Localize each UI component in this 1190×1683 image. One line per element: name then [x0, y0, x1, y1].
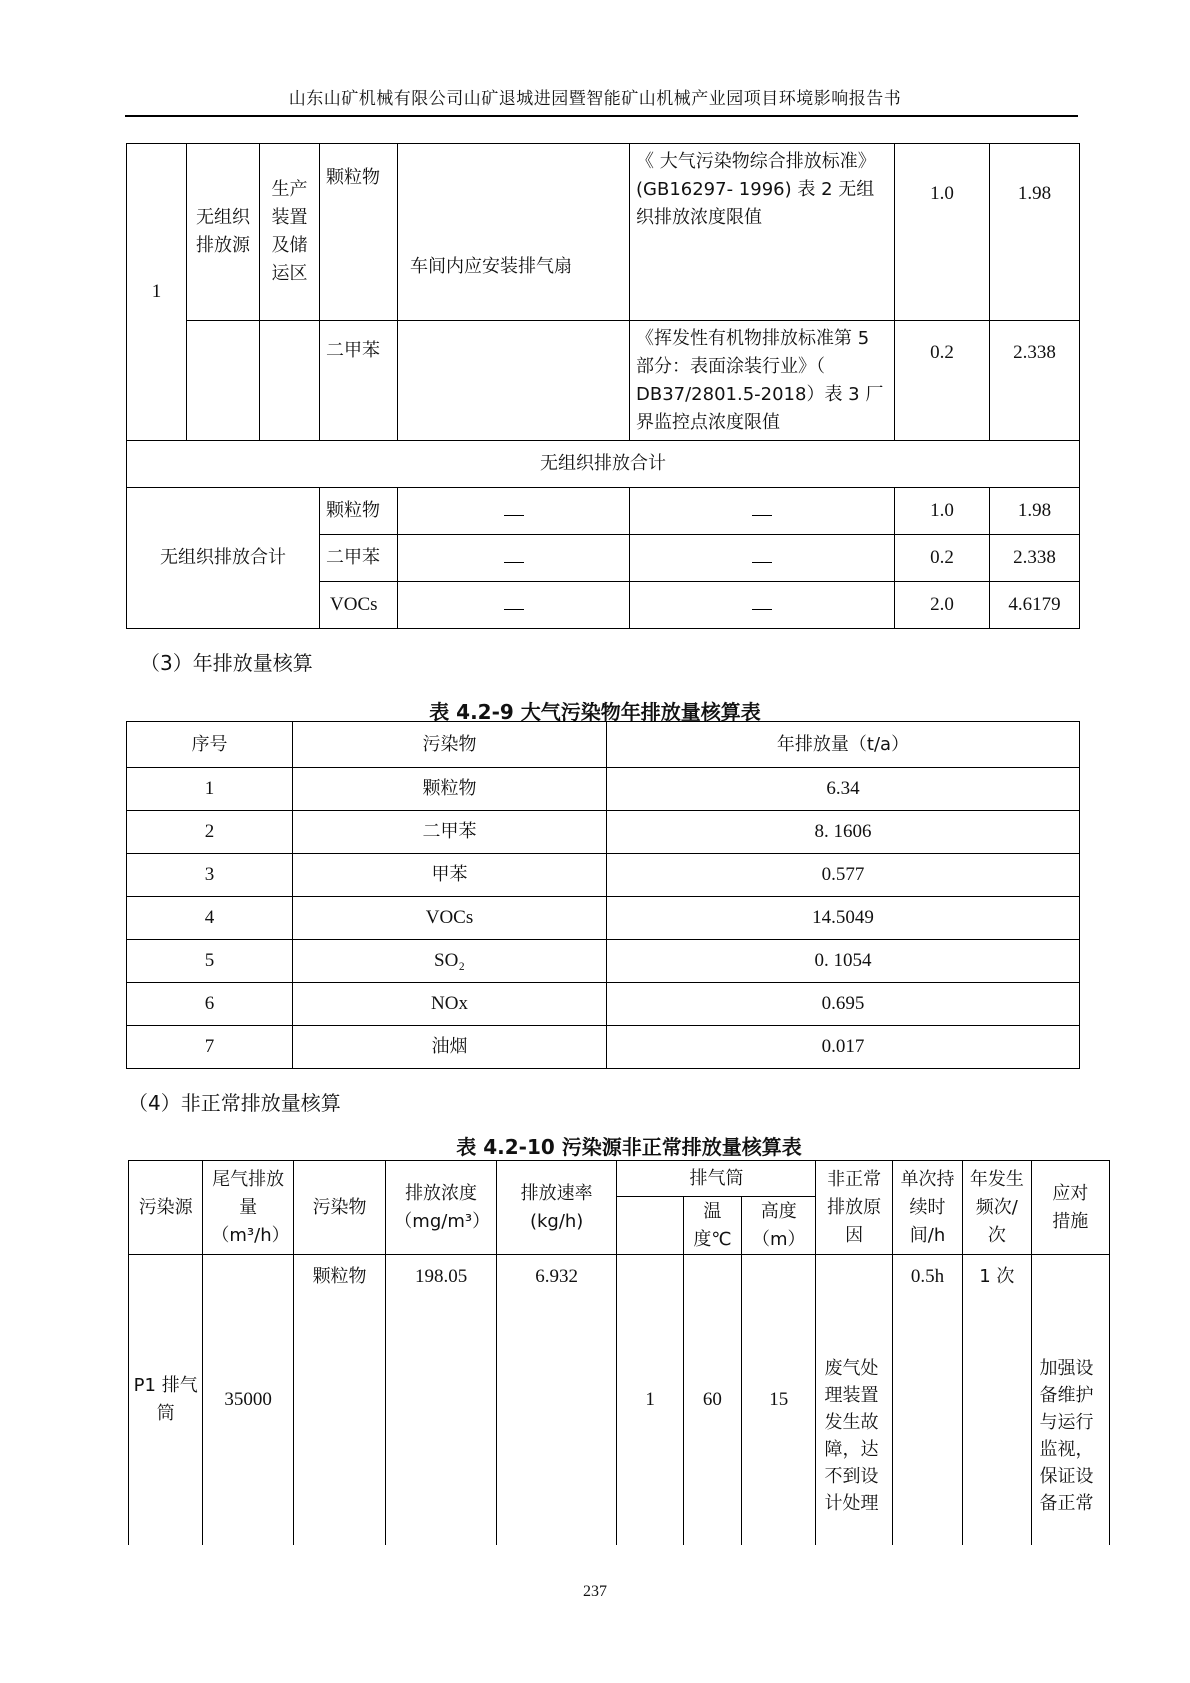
table-row	[127, 983, 1080, 1026]
row1-seq: 1	[127, 144, 187, 441]
row1-standard: 《 大气污染物综合排放标准》 (GB16297- 1996) 表 2 无组织排放浓度限值	[630, 144, 895, 321]
total-label: 无组织排放合计	[127, 488, 320, 629]
row-pollutant: 颗粒物	[293, 1255, 385, 1545]
row2-standard: 《挥发性有机物排放标准第 5 部分：表面涂装行业》（ DB37/2801.5-2018）表 3 厂界监控点浓度限值	[630, 321, 895, 441]
unorganized-emission-table	[126, 143, 1080, 629]
row-amount: 0.017	[607, 1026, 1080, 1069]
header-temp: 温度℃	[683, 1197, 741, 1255]
row-stack-no: 1	[617, 1255, 683, 1545]
row2-pollutant: 二甲苯	[320, 321, 398, 441]
row-amount: 8. 1606	[607, 811, 1080, 854]
row-cause: 废气处理装置发生故障，达不到设计处理	[816, 1255, 892, 1545]
row-seq: 3	[127, 854, 293, 897]
row-amount: 0.577	[607, 854, 1080, 897]
row-seq: 1	[127, 768, 293, 811]
header-source: 污染源	[129, 1161, 203, 1255]
row1-location: 生产装置及储运区	[260, 144, 320, 321]
report-header: 山东山矿机械有限公司山矿退城进园暨智能矿山机械产业园项目环境影响报告书	[288, 89, 902, 109]
table-row	[127, 940, 1080, 983]
row-amount: 6.34	[607, 768, 1080, 811]
row-pollutant: 二甲苯	[293, 811, 607, 854]
row1-pollutant: 颗粒物	[320, 144, 398, 321]
dash-mark	[752, 550, 772, 563]
total-conc: 2.0	[895, 582, 990, 629]
row1-conc: 1.0	[895, 144, 990, 321]
page-number: 237	[583, 1583, 607, 1600]
dash-mark	[504, 550, 524, 563]
row-pollutant: 颗粒物	[293, 768, 607, 811]
row1-amount: 1.98	[990, 144, 1080, 321]
total-amount: 2.338	[990, 535, 1080, 582]
header-height: 高度（m）	[742, 1197, 816, 1255]
dash-mark	[504, 503, 524, 516]
abnormal-emission-table	[128, 1160, 1110, 1545]
row-seq: 7	[127, 1026, 293, 1069]
row2-amount: 2.338	[990, 321, 1080, 441]
header-pollutant: 污染物	[293, 1161, 385, 1255]
row-pollutant: 甲苯	[293, 854, 607, 897]
header-cause: 非正常排放原因	[816, 1161, 892, 1255]
header-rate: 排放速率(kg/h)	[496, 1161, 617, 1255]
dash-mark	[504, 597, 524, 610]
header-rule	[125, 115, 1078, 117]
row-pollutant: SO₂	[293, 940, 607, 983]
row-response: 加强设备维护与运行监视，保证设备正常	[1031, 1255, 1109, 1545]
total-pollutant: 二甲苯	[320, 535, 398, 582]
row1-source: 无组织排放源	[187, 144, 260, 321]
header-stack: 排气筒	[617, 1161, 816, 1197]
row-seq: 6	[127, 983, 293, 1026]
header-pollutant: 污染物	[293, 722, 607, 768]
header-conc: 排放浓度（mg/m³）	[386, 1161, 497, 1255]
row-duration: 0.5h	[892, 1255, 962, 1545]
row-seq: 2	[127, 811, 293, 854]
row-amount: 0.695	[607, 983, 1080, 1026]
row-seq: 4	[127, 897, 293, 940]
table-row	[127, 811, 1080, 854]
annual-emission-table	[126, 721, 1080, 1069]
row-rate: 6.932	[496, 1255, 617, 1545]
row-freq: 1 次	[963, 1255, 1031, 1545]
table-row	[129, 1255, 1110, 1545]
row-amount: 0. 1054	[607, 940, 1080, 983]
header-flow: 尾气排放量（m³/h）	[203, 1161, 293, 1255]
section-4-title: （4）非正常排放量核算	[128, 1091, 341, 1115]
total-pollutant: VOCs	[320, 582, 398, 629]
row-source: P1 排气筒	[129, 1255, 203, 1545]
dash-mark	[752, 503, 772, 516]
header-duration: 单次持续时间/h	[892, 1161, 962, 1255]
section-3-title: （3）年排放量核算	[140, 651, 313, 675]
row-conc: 198.05	[386, 1255, 497, 1545]
header-response: 应对措施	[1031, 1161, 1109, 1255]
table-row	[127, 854, 1080, 897]
row-seq: 5	[127, 940, 293, 983]
row2-conc: 0.2	[895, 321, 990, 441]
row-temp: 60	[683, 1255, 741, 1545]
row-height: 15	[742, 1255, 816, 1545]
row-amount: 14.5049	[607, 897, 1080, 940]
header-freq: 年发生频次/次	[963, 1161, 1031, 1255]
table-row	[127, 1026, 1080, 1069]
row1-measure: 车间内应安装排气扇	[398, 144, 630, 321]
total-conc: 0.2	[895, 535, 990, 582]
total-amount: 1.98	[990, 488, 1080, 535]
table3-caption: 表 4.2-10 污染源非正常排放量核算表	[456, 1135, 802, 1159]
row-pollutant: NOx	[293, 983, 607, 1026]
total-amount: 4.6179	[990, 582, 1080, 629]
table-row	[127, 768, 1080, 811]
header-seq: 序号	[127, 722, 293, 768]
header-amount: 年排放量（t/a）	[607, 722, 1080, 768]
table2-caption: 表 4.2-9 大气污染物年排放量核算表	[429, 700, 761, 724]
row-pollutant: VOCs	[293, 897, 607, 940]
table-row	[127, 897, 1080, 940]
total-conc: 1.0	[895, 488, 990, 535]
dash-mark	[752, 597, 772, 610]
subtotal-title: 无组织排放合计	[127, 441, 1080, 488]
row-flow: 35000	[203, 1255, 293, 1545]
total-pollutant: 颗粒物	[320, 488, 398, 535]
row-pollutant: 油烟	[293, 1026, 607, 1069]
